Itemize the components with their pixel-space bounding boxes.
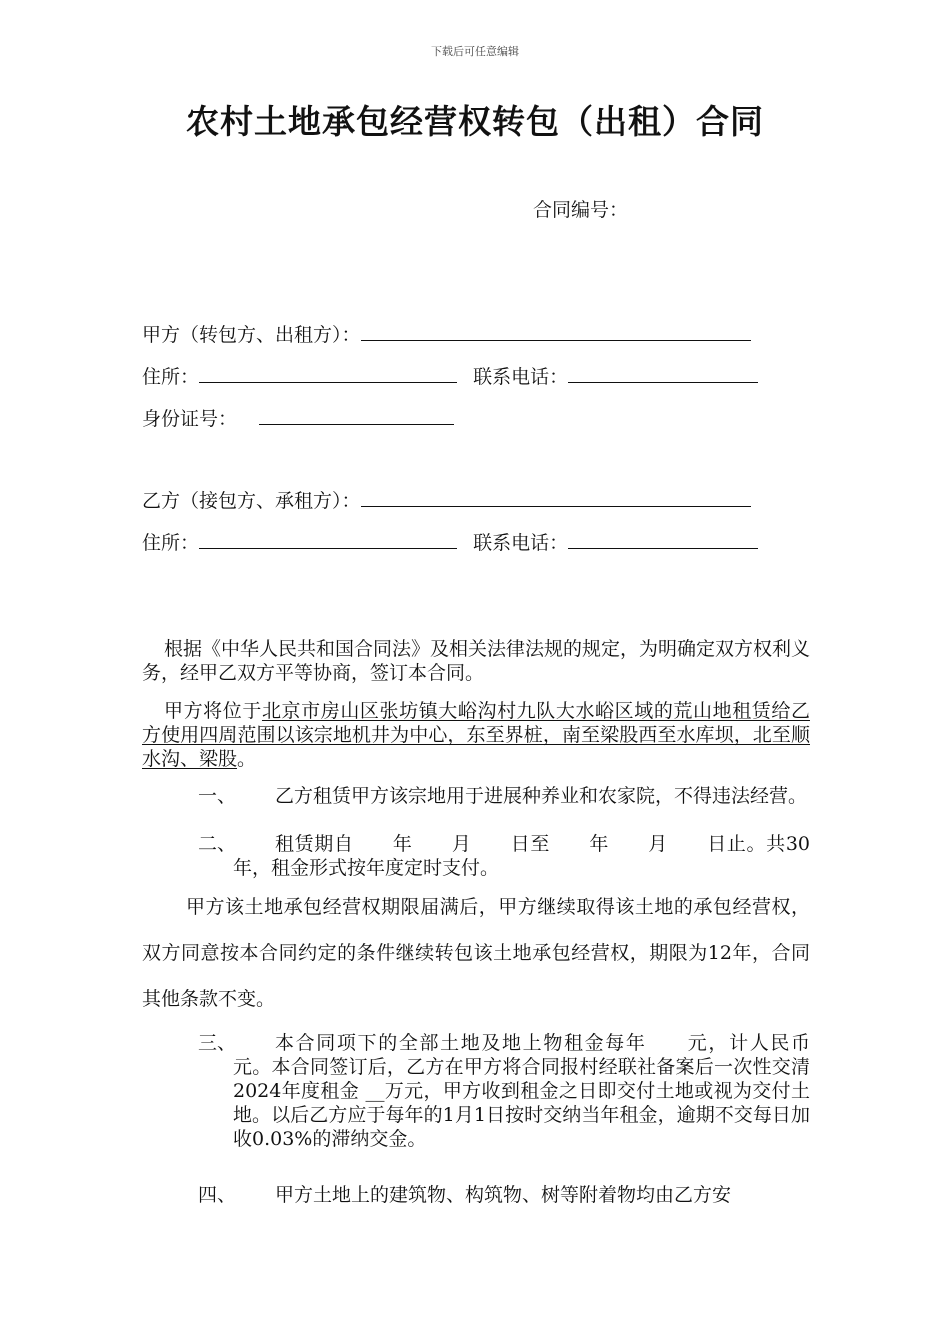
clause-number: 三、 <box>198 1032 237 1054</box>
location-prefix: 甲方将位于 <box>164 700 262 722</box>
party-a-id-label: 身份证号： <box>142 408 238 430</box>
party-b-address-line <box>142 528 758 555</box>
renewal-paragraph <box>142 884 810 1022</box>
renewal-text: 甲方该土地承包经营权期限届满后，甲方继续取得该土地的承包经营权，双方同意按本合同约定的条件继续转包该土地承包经营权，期限为12年，合同其他条款不变。 <box>142 896 810 1010</box>
party-a-address-blank[interactable] <box>199 362 457 383</box>
party-a-address-line <box>142 362 758 389</box>
party-a-label: 甲方（转包方、出租方）： <box>142 324 361 346</box>
location-suffix: 。 <box>237 748 257 770</box>
party-b-phone-blank[interactable] <box>568 528 758 549</box>
contract-number-label: 合同编号： <box>533 199 629 221</box>
party-a-blank[interactable] <box>361 320 751 341</box>
header-note: 下载后可任意编辑 <box>431 45 519 58</box>
clause-text: 租赁期自 年 月 日至 年 月 日止。共30年，租金形式按年度定时支付。 <box>233 833 810 879</box>
party-a-id-line <box>142 404 454 431</box>
location-description: 北京市房山区张坊镇大峪沟村九队大水峪区域的荒山地租赁给乙方使用四周范围以该宗地机井为中心，东至界桩，南至梁股西至水库坝，北至顺水沟、梁股 <box>142 700 810 770</box>
party-b-line <box>142 486 751 513</box>
party-b-address-blank[interactable] <box>199 528 457 549</box>
intro-text: 根据《中华人民共和国合同法》及相关法律法规的规定，为明确定双方权利义务，经甲乙双方平等协商，签订本合同。 <box>142 638 811 684</box>
clause-number: 四、 <box>198 1184 237 1206</box>
clause-item <box>198 784 810 808</box>
clause-number: 二、 <box>198 833 237 855</box>
party-a-phone-label: 联系电话： <box>473 366 569 388</box>
party-a-line <box>142 320 751 347</box>
party-a-id-blank[interactable] <box>259 404 454 425</box>
clause-text: 乙方租赁甲方该宗地用于进展种养业和农家院，不得违法经营。 <box>275 785 808 807</box>
party-b-phone-label: 联系电话： <box>473 532 569 554</box>
clause-number: 一、 <box>198 785 237 807</box>
clause-item <box>198 1031 849 1151</box>
intro-paragraph <box>142 637 810 685</box>
clause-text: 本合同项下的全部土地及地上物租金每年 元，计人民币 元。本合同签订后，乙方在甲方将合同报村经联社备案后一次性交清2024年度租金 __万元，甲方收到租金之日即交付土地或视为交付土地。以后乙方应于每年的1月1日按时交纳当年租金，逾期不交每日加收0.03%的滞纳交金。 <box>233 1032 849 1150</box>
clause-item <box>198 832 810 880</box>
clause-item <box>198 1183 810 1207</box>
party-b-label: 乙方（接包方、承租方）： <box>142 490 361 512</box>
party-a-phone-blank[interactable] <box>568 362 758 383</box>
clause-text: 甲方土地上的建筑物、构筑物、树等附着物均由乙方安 <box>275 1184 732 1206</box>
party-a-address-label: 住所： <box>142 366 200 388</box>
location-paragraph <box>142 699 810 771</box>
party-b-address-label: 住所： <box>142 532 200 554</box>
document-title: 农村土地承包经营权转包（出租）合同 <box>186 102 764 141</box>
party-b-blank[interactable] <box>361 486 751 507</box>
